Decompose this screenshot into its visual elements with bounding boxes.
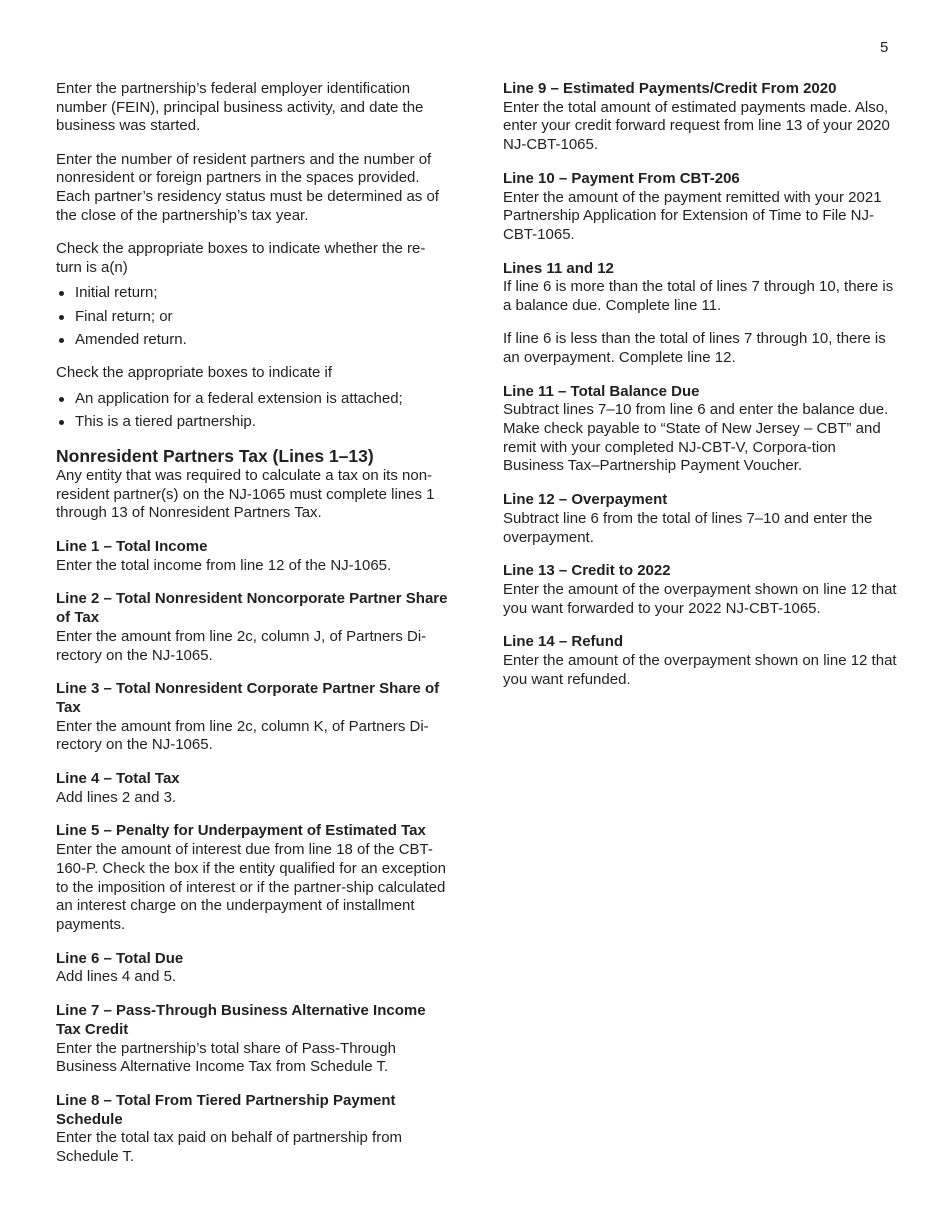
line-4-section: [56, 770, 451, 807]
line-heading: Line 8 – Total From Tiered Partnership Payment Schedule: [56, 1091, 396, 1128]
line-11-section: [503, 383, 898, 477]
line-body: Enter the amount from line 2c, column K, of Partners Di-rectory on the NJ-1065.: [56, 717, 429, 754]
line-body: Enter the amount of the payment remitted with your 2021 Partnership Application for Extension of Time to File NJ-CBT-1065.: [503, 188, 882, 243]
line-body: Enter the total tax paid on behalf of partnership from Schedule T.: [56, 1129, 403, 1166]
list-item: Final return; or: [56, 308, 451, 327]
line-6-section: [56, 950, 451, 987]
page-number: 5: [880, 39, 889, 56]
line-12-section: [503, 491, 898, 547]
line-heading: Line 14 – Refund: [503, 633, 624, 651]
line-heading: Line 11 – Total Balance Due: [503, 382, 700, 400]
line-body: Enter the total income from line 12 of the NJ-1065.: [56, 556, 392, 574]
line-heading: Line 6 – Total Due: [56, 949, 184, 967]
line-heading: Line 2 – Total Nonresident Noncorporate Partner Share of Tax: [56, 590, 448, 627]
list-item: Initial return;: [56, 284, 451, 303]
line-body: Enter the total amount of estimated payments made. Also, enter your credit forward request from line 13 of your 2020 NJ-CBT-1065.: [503, 98, 890, 154]
line-2-section: [56, 590, 451, 665]
line-heading: Line 4 – Total Tax: [56, 770, 180, 788]
list-item: An application for a federal extension is attached;: [56, 390, 451, 409]
return-type-list: [56, 284, 451, 350]
line-body: If line 6 is more than the total of lines 7 through 10, there is a balance due. Complete line 11.: [503, 278, 894, 315]
line-heading: Line 1 – Total Income: [56, 538, 208, 556]
right-column: [503, 80, 898, 704]
line-body: Enter the amount of the overpayment shown on line 12 that you want forwarded to your 2022 NJ-CBT-1065.: [503, 580, 897, 617]
line-5-section: [56, 822, 451, 934]
line-heading: Line 12 – Overpayment: [503, 491, 668, 509]
line-body: Add lines 4 and 5.: [56, 968, 177, 986]
list-item: Amended return.: [56, 331, 451, 350]
line-heading: Line 13 – Credit to 2022: [503, 562, 671, 580]
line-8-section: [56, 1092, 451, 1167]
intro-paragraph: Enter the number of resident partners and the number of nonresident or foreign partners in the spaces provided. Each partner’s residency status must be determined as of the close of the partnership’s tax year.: [56, 150, 439, 224]
line-body: Enter the partnership’s total share of Pass-Through Business Alternative Income Tax from Schedule T.: [56, 1039, 396, 1076]
line-body: If line 6 is less than the total of lines 7 through 10, there is an overpayment. Complete line 12.: [503, 330, 886, 366]
line-heading: Line 9 – Estimated Payments/Credit From 2020: [503, 80, 837, 97]
check-if-list: [56, 390, 451, 432]
line-heading: Line 7 – Pass-Through Business Alternative Income Tax Credit: [56, 1002, 426, 1038]
line-body: Subtract line 6 from the total of lines 7–10 and enter the overpayment.: [503, 509, 873, 546]
lines-11-12-section: [503, 260, 898, 368]
line-body: Enter the amount of interest due from line 18 of the CBT-160-P. Check the box if the entity qualified for an exception to the imposition of interest or if the partner-ship calculated an interest charge on the underpayment of installment payments.: [56, 841, 446, 933]
line-1-section: [56, 538, 451, 575]
check-if-intro: Check the appropriate boxes to indicate if: [56, 364, 332, 382]
line-body: Add lines 2 and 3.: [56, 788, 177, 806]
line-body: Enter the amount from line 2c, column J, of Partners Di-rectory on the NJ-1065.: [56, 627, 427, 664]
section-intro: Any entity that was required to calculate a tax on its non-resident partner(s) on the NJ-1065 must complete lines 1 through 13 of Nonresident Partners Tax.: [56, 466, 435, 522]
line-heading: Line 3 – Total Nonresident Corporate Partner Share of Tax: [56, 680, 440, 716]
line-13-section: [503, 562, 898, 618]
intro-paragraph: Enter the partnership’s federal employer identification number (FEIN), principal business activity, and date the business was started.: [56, 80, 424, 135]
line-heading: Lines 11 and 12: [503, 259, 614, 277]
left-column: [56, 80, 451, 1182]
line-10-section: [503, 170, 898, 245]
line-3-section: [56, 680, 451, 755]
line-7-section: [56, 1002, 451, 1077]
line-9-section: [503, 80, 898, 155]
line-14-section: [503, 633, 898, 689]
nonresident-partners-tax-section: [56, 446, 451, 523]
list-item: This is a tiered partnership.: [56, 413, 451, 432]
line-heading: Line 10 – Payment From CBT-206: [503, 169, 740, 187]
intro-paragraph: Check the appropriate boxes to indicate whether the re-turn is a(n): [56, 239, 426, 276]
line-body: Enter the amount of the overpayment shown on line 12 that you want refunded.: [503, 652, 897, 688]
section-title: Nonresident Partners Tax (Lines 1–13): [56, 445, 374, 466]
line-heading: Line 5 – Penalty for Underpayment of Estimated Tax: [56, 822, 426, 840]
line-body: Subtract lines 7–10 from line 6 and enter the balance due. Make check payable to “State of New Jersey – CBT” and remit with your completed NJ-CBT-V, Corpora-tion Business Tax–Partnership Payment Voucher.: [503, 401, 889, 475]
